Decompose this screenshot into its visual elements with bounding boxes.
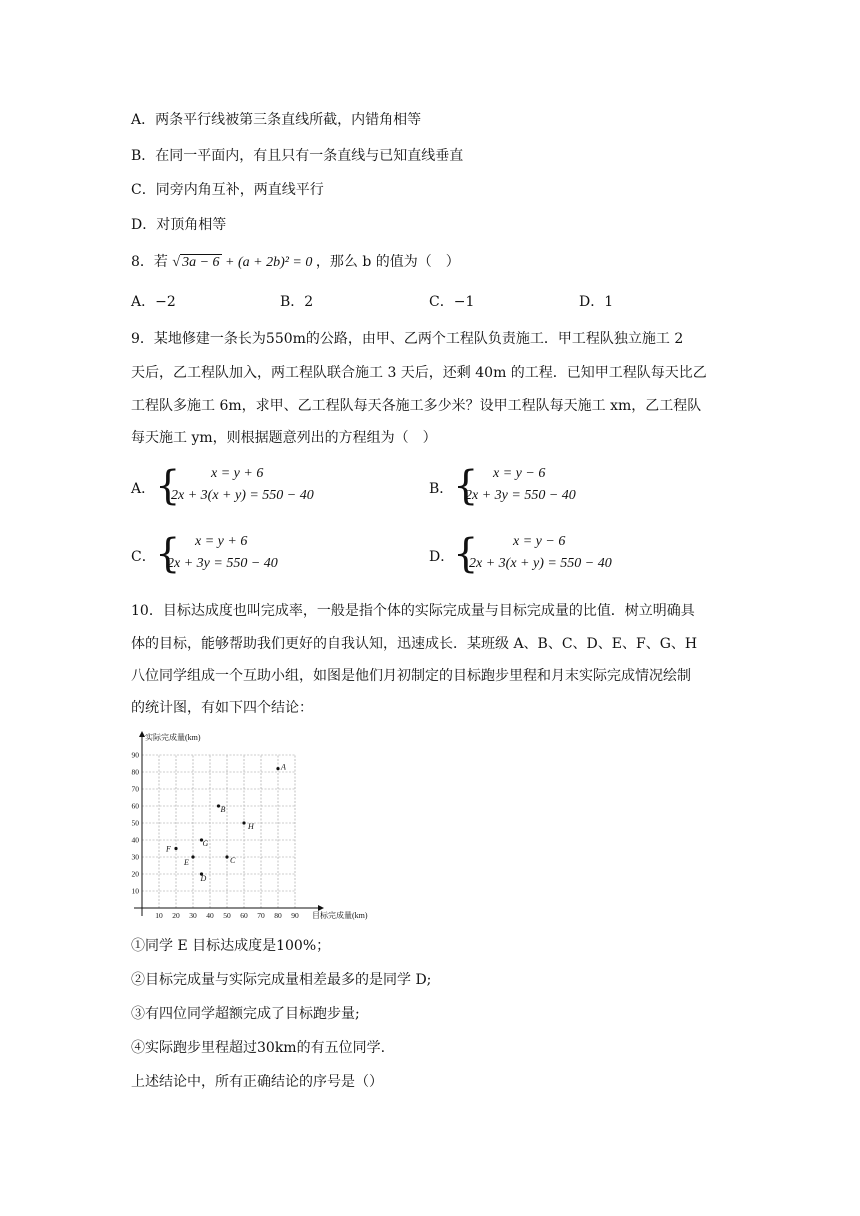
q10-line-1: 10．目标达成度也叫完成率，一般是指个体的实际完成量与目标完成量的比值．树立明确具 [131, 603, 695, 619]
q7-option-d: D．对顶角相等 [131, 217, 227, 233]
q8-equation-rest: + (a + 2b)² = 0 [225, 255, 313, 270]
x-tick-label: 50 [223, 911, 231, 920]
q9-option-d [429, 531, 689, 578]
q9-option-b-eq1: x = y − 6 [493, 466, 546, 481]
q9-option-a-label: A． [131, 481, 156, 497]
q10-conclusion-4: ④实际跑步里程超过30km的有五位同学. [131, 1040, 386, 1056]
q8-option-c: C．−1 [429, 294, 475, 310]
data-point-label: E [184, 858, 189, 867]
q8-option-b: B．2 [280, 294, 314, 310]
brace-icon: { [155, 463, 181, 509]
q9-option-c-eq1: x = y + 6 [195, 534, 248, 549]
scatter-chart [120, 726, 380, 926]
q9-option-d-eq1: x = y − 6 [513, 534, 566, 549]
q8-option-d: D．1 [579, 294, 614, 310]
x-axis-label: 目标完成量(km) [312, 911, 368, 920]
brace-icon: { [453, 531, 479, 577]
q7-option-b: B．在同一平面内，有且只有一条直线与已知直线垂直 [131, 148, 464, 164]
q9-option-b-eq2: 2x + 3y = 550 − 40 [465, 488, 576, 503]
data-point [242, 821, 245, 824]
q10-conclusion-2: ②目标完成量与实际完成量相差最多的是同学 D; [131, 972, 432, 988]
y-axis-label: 实际完成量(km) [145, 733, 201, 742]
q9-line-4: 每天施工 ym，则根据题意列出的方程组为（ ） [131, 430, 437, 446]
y-tick-label: 30 [131, 852, 139, 862]
data-point-label: F [166, 844, 171, 854]
q8-suffix: ，那么 b 的值为（ ） [315, 254, 460, 270]
q7-option-c: C．同旁内角互补，两直线平行 [131, 182, 324, 198]
data-point-label: G [202, 839, 209, 848]
q8-equation [172, 254, 316, 270]
q10-line-2: 体的目标，能够帮助我们更好的自我认知，迅速成长．某班级 A、B、C、D、E、F、G、H [131, 636, 698, 652]
q9-line-1: 9．某地修建一条长为550m的公路，由甲、乙两个工程队负责施工．甲工程队独立施工 2 [131, 331, 684, 347]
x-tick-label: 30 [189, 911, 197, 920]
q9-option-a-eq1: x = y + 6 [211, 466, 264, 481]
x-tick-label: 20 [172, 911, 180, 920]
q10-line-4: 的统计图，有如下四个结论： [131, 700, 313, 716]
q9-line-3: 工程队多施工 6m，求甲、乙工程队每天各施工多少米？设甲工程队每天施工 xm，乙工程队 [131, 398, 702, 414]
q8-stem [131, 252, 460, 273]
x-tick-label: 40 [206, 911, 214, 920]
data-point-label: A [281, 762, 286, 772]
q9-option-a-eq2: 2x + 3(x + y) = 550 − 40 [171, 488, 314, 503]
data-point-label: B [220, 805, 226, 814]
sqrt-icon: √ [172, 255, 181, 270]
q9-option-c-eq2: 2x + 3y = 550 − 40 [167, 556, 278, 571]
y-tick-label: 60 [131, 801, 139, 811]
data-point-label: C [230, 856, 236, 865]
q9-option-d-eq2: 2x + 3(x + y) = 550 − 40 [469, 556, 612, 571]
x-tick-label: 60 [240, 911, 248, 920]
y-tick-label: 40 [131, 835, 139, 845]
chart-axes [131, 731, 324, 916]
brace-icon: { [453, 463, 479, 509]
q10-conclusion-1: ①同学 E 目标达成度是100%； [131, 938, 331, 954]
data-point [276, 767, 279, 770]
q9-option-c [131, 531, 391, 578]
q10-conclusion-3: ③有四位同学超额完成了目标跑步量; [131, 1006, 360, 1022]
q9-option-a [131, 463, 391, 510]
x-tick-label: 80 [274, 911, 282, 920]
q10-line-3: 八位同学组成一个互助小组，如图是他们月初制定的目标跑步里程和月末实际完成情况绘制 [131, 668, 691, 684]
chart-ticks [132, 751, 300, 921]
x-tick-label: 10 [155, 911, 163, 920]
y-tick-label: 70 [131, 784, 139, 794]
y-tick-label: 50 [131, 818, 139, 828]
q8-option-a: A．−2 [131, 294, 176, 310]
data-point [225, 855, 228, 858]
q9-option-d-label: D． [429, 549, 455, 565]
q8-radicand: 3a − 6 [182, 255, 220, 270]
data-point [174, 847, 177, 850]
y-tick-label: 80 [131, 767, 139, 777]
q9-line-2: 天后，乙工程队加入，两工程队联合施工 3 天后，还剩 40m 的工程．已知甲工程队每天比乙 [131, 365, 707, 381]
q10-closing: 上述结论中，所有正确结论的序号是（） [131, 1074, 383, 1090]
y-tick-label: 20 [131, 869, 139, 879]
data-point-label: H [248, 822, 254, 831]
chart-grid [142, 755, 295, 908]
y-tick-label: 10 [131, 886, 139, 896]
q9-option-b [429, 463, 689, 510]
q8-prefix: 8．若 [131, 254, 168, 270]
y-tick-label: 90 [131, 750, 139, 760]
data-point [191, 855, 194, 858]
x-tick-label: 90 [291, 911, 299, 920]
x-tick-label: 70 [257, 911, 265, 920]
brace-icon: { [155, 531, 181, 577]
q9-option-b-label: B． [429, 481, 454, 497]
q7-option-a: A．两条平行线被第三条直线所截，内错角相等 [131, 112, 422, 128]
chart-points [165, 763, 286, 883]
q9-option-c-label: C． [131, 549, 156, 565]
data-point-label: D [200, 874, 207, 883]
